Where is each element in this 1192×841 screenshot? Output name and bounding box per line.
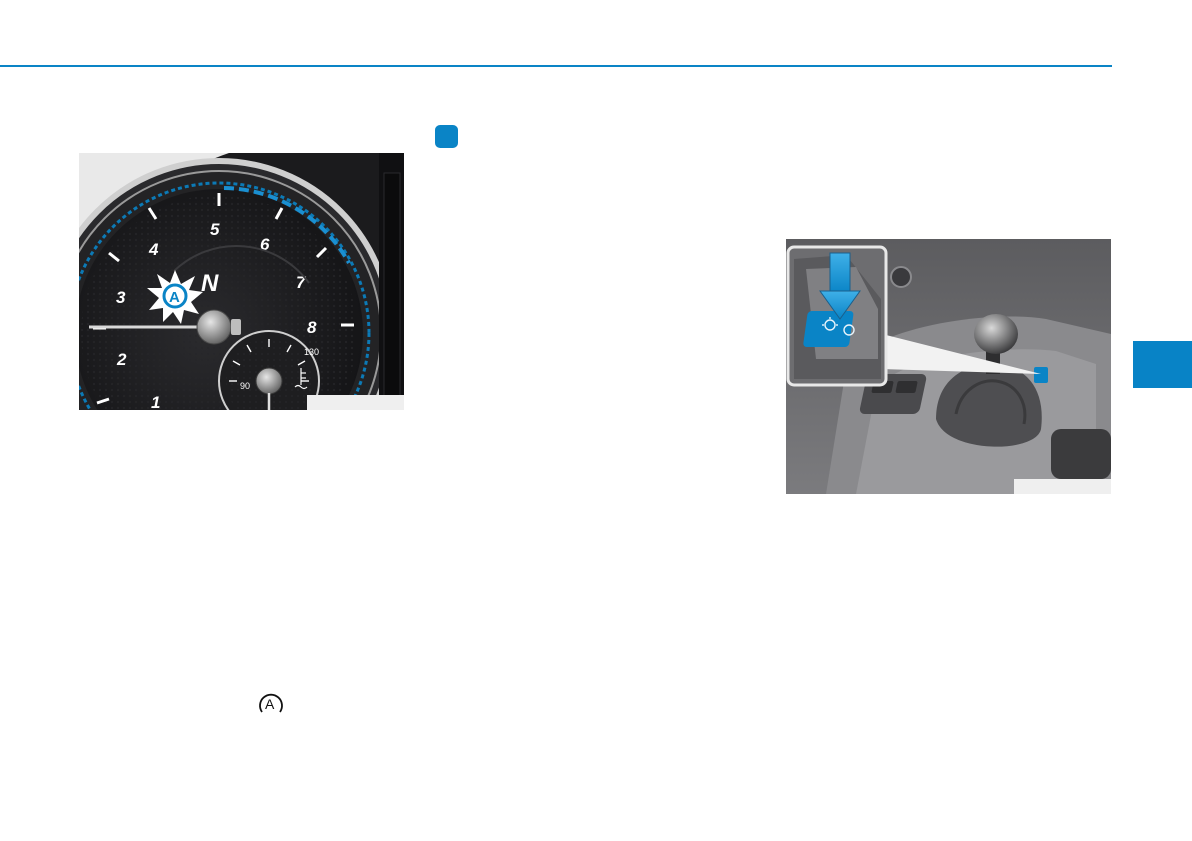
tick-label-2: 2 — [117, 350, 127, 369]
brand-logo: N — [201, 270, 219, 297]
section-bullet-icon — [435, 125, 458, 148]
tick-label-8: 8 — [307, 318, 317, 337]
header-rule — [0, 65, 1112, 67]
shift-knob — [974, 314, 1018, 354]
needle-hub — [197, 310, 231, 344]
auto-hold-switch — [1034, 367, 1048, 383]
figure-label-box — [307, 395, 404, 410]
temp-label-high: 130 — [304, 347, 320, 357]
tick-label-1: 1 — [151, 393, 161, 410]
svg-text:A: A — [169, 289, 180, 306]
chapter-tab[interactable] — [1133, 341, 1192, 388]
center-console-figure — [786, 239, 1111, 494]
figure-label-box — [1014, 479, 1111, 494]
auto-hold-symbol-icon — [256, 692, 286, 716]
tick-label-7: 7 — [296, 273, 306, 292]
tick-label-3: 3 — [116, 288, 126, 307]
instrument-cluster-figure — [79, 153, 404, 410]
center-console-illustration — [786, 239, 1111, 494]
tick-label-6: 6 — [260, 235, 270, 254]
instrument-cluster-illustration — [79, 153, 404, 410]
temp-label-low: 90 — [240, 381, 251, 391]
svg-text:A: A — [265, 696, 275, 712]
tick-label-5: 5 — [210, 220, 220, 239]
tick-label-4: 4 — [149, 240, 159, 259]
